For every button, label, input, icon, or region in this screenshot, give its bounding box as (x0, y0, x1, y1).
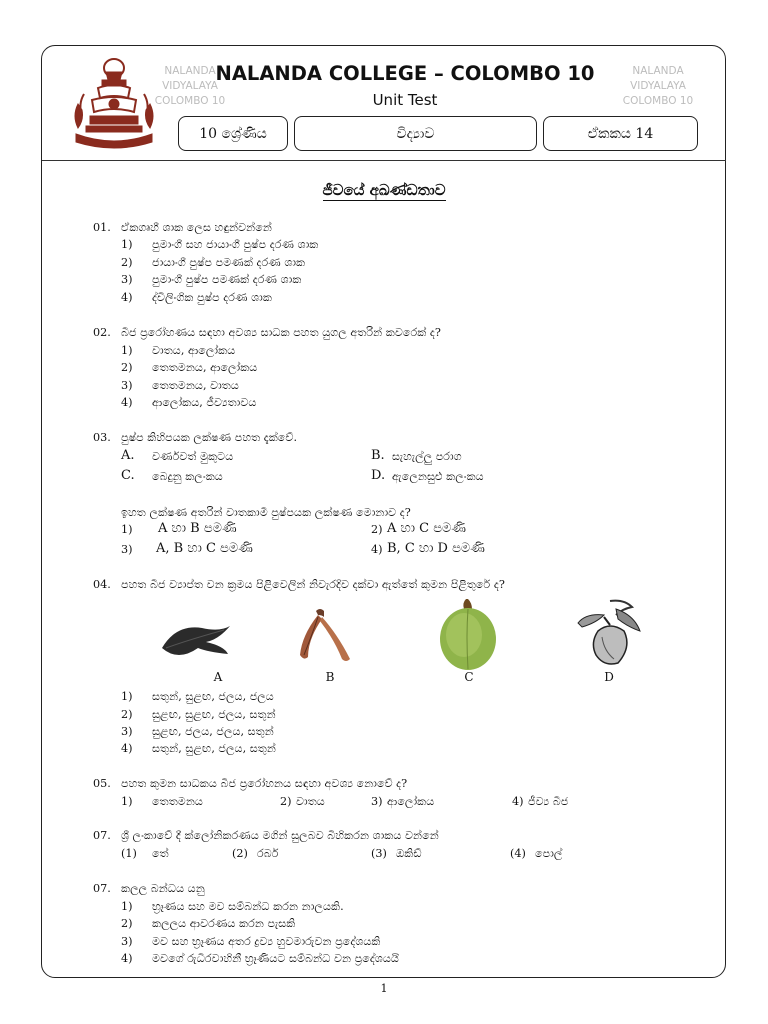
option-number: 1) (121, 690, 133, 703)
option-number: 2) (121, 917, 133, 930)
option-text: මව සහ භ්‍රෑණය අතර ද්‍රව්‍ය හුවමාරුවන ප්‍රදේශයකි (152, 935, 381, 948)
option-text: B, C හා D පමණි (387, 541, 485, 556)
option-text: සතුන්, සුළඟ, ජලය, ජලය (152, 690, 274, 703)
seed-image-b (294, 605, 356, 667)
question-number: 07. (93, 829, 111, 842)
option-number: 1) (121, 344, 133, 357)
option-text: තේ (152, 847, 169, 860)
option-text: පුමාංගී පුෂ්ප පමණක් දරණ ශාක (152, 273, 302, 286)
option-text: A, B හා C පමණි (156, 541, 253, 556)
page-number: 1 (380, 982, 388, 995)
option-text: ජීව්‍ය බීජ (528, 795, 569, 808)
question-number: 04. (93, 578, 111, 591)
option-text: වර්ණවත් මුකුටය (152, 450, 234, 463)
option-number: 4) (121, 396, 133, 409)
question-text: ශ්‍රී ලංකාවේ දී ක්ලෝනිකරණය මගින් සුලබව බිහිකරන ශාකය වන්නේ (121, 829, 439, 842)
seed-image-d (574, 597, 646, 669)
image-label-c: C (464, 670, 474, 684)
test-name: Unit Test (372, 91, 438, 109)
option-number: (4) (510, 847, 526, 860)
option-text: ආලෝකය (387, 795, 435, 808)
image-label-b: B (325, 670, 335, 684)
question-text: ඒකගෘහී ශාක ලෙස හඳුන්වන්නේ (121, 221, 272, 234)
option-text: සතුන්, සුළඟ, ජලය, සතුන් (152, 742, 276, 755)
seed-image-c (436, 597, 500, 673)
question-text: බීජ ප්‍රරෝහණය සඳහා අවශ්‍ය සාධක පහත යුගල අතරින් කවරෙක් ද? (121, 326, 441, 339)
watermark-line: COLOMBO 10 (154, 95, 226, 107)
question-text: කලල බන්ධය යනු (121, 882, 205, 895)
option-text: සුළඟ, ජලය, ජලය, සතුන් (152, 725, 274, 738)
option-number: 4) (121, 952, 133, 965)
seed-image-a (158, 618, 234, 666)
option-number: 3) (121, 935, 133, 948)
option-text: ඇලෙනසුළු කලංකය (392, 470, 484, 483)
option-text: ආලෝකය, ජීව්‍යතාවය (152, 396, 257, 409)
option-text: සැහැල්ලු පරාග (392, 450, 462, 463)
option-number: 3) (121, 725, 133, 738)
option-number: (1) (121, 847, 137, 860)
option-number: 4) (121, 742, 133, 755)
option-text: බෙදුනු කලංකය (152, 470, 223, 483)
subject-box (294, 116, 537, 151)
question-subtext: ඉහත ලක්ෂණ අතරින් වාතකාමී පුෂ්පයක ලක්ෂණ මොනාව ද? (121, 506, 411, 519)
option-number: 2) (121, 361, 133, 374)
document-title (0, 180, 768, 199)
watermark-line: NALANDA (632, 65, 684, 77)
option-text: තෙතමනය, වාතය (152, 379, 239, 392)
option-text: කලලය ආවරණය කරන පැසකි (152, 917, 296, 930)
watermark-line: VIDYALAYA (162, 80, 218, 92)
question-text: පහත කුමන සාධකය බීජ ප්‍රරෝහනය සඳහා අවශ්‍ය නොවේ ද? (121, 777, 408, 790)
option-text: පුමාංගී සහ ජායාංගී පුෂ්ප දරණ ශාක (152, 238, 319, 251)
option-number: 1) (121, 900, 133, 913)
option-number: 1) (121, 523, 133, 536)
option-number: 2) (371, 523, 383, 536)
option-letter: A. (121, 448, 135, 463)
question-number: 07. (93, 882, 111, 895)
grade-label: 10 ශ්‍රේණිය (199, 125, 267, 142)
option-text: ජායාංගී පුෂ්ප පමණක් දරණ ශාක (152, 256, 306, 269)
option-text: A හා B පමණි (158, 521, 237, 536)
option-number: 3) (121, 273, 133, 286)
document-title-text: ජීවයේ අඛණ්ඩතාව (322, 181, 446, 199)
watermark-line: NALANDA (164, 65, 216, 77)
option-number: 2) (121, 708, 133, 721)
option-text: මවගේ රුධිරවාහිනී භ්‍රෑණියට සම්බන්ධ වන ප්‍රදේශයයි (152, 952, 399, 965)
image-label-a: A (213, 670, 223, 684)
option-letter: C. (121, 468, 135, 483)
unit-box (543, 116, 698, 151)
option-number: 4) (512, 795, 524, 808)
option-number: 1) (121, 795, 133, 808)
college-name: NALANDA COLLEGE – COLOMBO 10 (215, 62, 595, 85)
option-text: භ්‍රෑණය සහ මව සම්බන්ධ කරන නාලයකි. (152, 900, 344, 913)
option-text: සුළඟ, සුළඟ, ජලය, සතුන් (152, 708, 276, 721)
option-number: 1) (121, 238, 133, 251)
option-number: 3) (371, 795, 383, 808)
option-text: වාතය (296, 795, 325, 808)
watermark-right (616, 64, 700, 109)
option-number: 2) (280, 795, 292, 808)
college-crest-logo (68, 54, 160, 154)
image-label-d: D (604, 670, 614, 684)
option-number: 3) (121, 379, 133, 392)
option-number: (2) (232, 847, 248, 860)
option-text: A හා C පමණි (387, 521, 466, 536)
question-number: 05. (93, 777, 111, 790)
question-number: 03. (93, 431, 111, 444)
option-text: පොල් (535, 847, 563, 860)
option-number: (3) (371, 847, 387, 860)
option-number: 4) (371, 543, 383, 556)
unit-label: ඒකකය 14 (587, 125, 654, 142)
subject-label: විද්‍යාව (396, 125, 435, 142)
option-text: තෙතමනය (152, 795, 203, 808)
option-number: 4) (121, 291, 133, 304)
question-number: 01. (93, 221, 111, 234)
option-text: වාතය, ආලෝකය (152, 344, 236, 357)
option-text: ද්විලිංගික පුෂ්ප දරණ ශාක (152, 291, 272, 304)
option-text: ඔකිඩ් (396, 847, 422, 860)
question-number: 02. (93, 326, 111, 339)
option-text: රබර් (257, 847, 279, 860)
option-letter: B. (371, 448, 385, 463)
option-number: 2) (121, 256, 133, 269)
watermark-line: VIDYALAYA (630, 80, 686, 92)
grade-box (178, 116, 288, 151)
question-text: පුෂ්ප කිහිපයක ලක්ෂණ පහත දැක්වේ. (121, 431, 298, 444)
option-number: 3) (121, 543, 133, 556)
header-divider (42, 160, 726, 161)
option-letter: D. (371, 468, 386, 483)
option-text: තෙතමනය, ආලෝකය (152, 361, 258, 374)
question-text: පහත බීජ ව්‍යාප්ත වන ක්‍රමය පිළිවෙලින් නිවැරදිව දක්වා ඇත්තේ කුමන පිළිතුරේ ද? (121, 578, 505, 591)
watermark-line: COLOMBO 10 (622, 95, 694, 107)
